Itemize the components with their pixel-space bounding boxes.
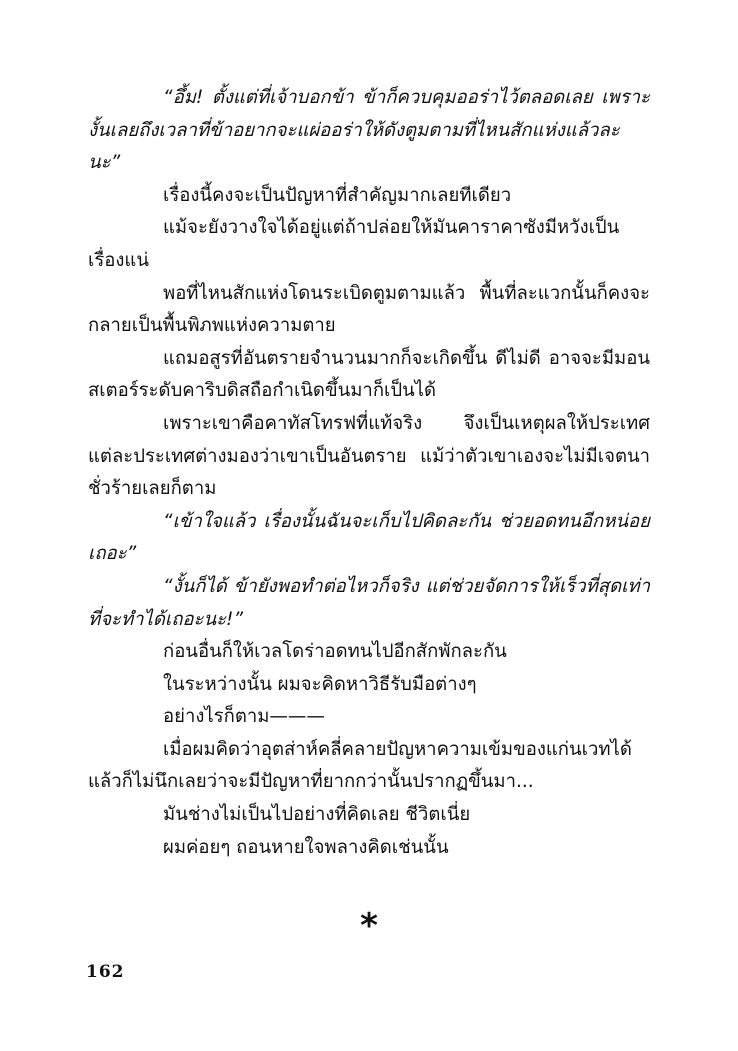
narration-paragraph: มันช่างไม่เป็นไปอย่างที่คิดเลย ชีวิตเนี่ย	[163, 804, 471, 826]
narration-paragraph: ก่อนอื่นก็ให้เวลโดร่าอดทนไปอีกสักพักละกัน	[163, 641, 507, 663]
page-number: 162	[86, 962, 125, 982]
body-text	[88, 82, 650, 864]
section-separator: *	[360, 906, 378, 946]
narration-paragraph: เมื่อผมคิดว่าอุตส่าห์คลี่คลายปัญหาความเข้มของแก่นเวทได้แล้วก็ไม่นึกเลยว่าจะมีปัญหาที่ยากกว่านั้นปรากฏขึ้นมา...	[88, 738, 632, 793]
narration-paragraph: แถมอสูรที่อันตรายจำนวนมากก็จะเกิดขึ้น ดีไม่ดี อาจจะมีมอนสเตอร์ระดับคาริบดิสถือกำเนิดขึ้นมาก็เป็นได้	[88, 347, 650, 402]
narration-paragraph: เพราะเขาคือคาทัสโทรฟที่แท้จริง จึงเป็นเหตุผลให้ประเทศแต่ละประเทศต่างมองว่าเขาเป็นอันตราย แม้ว่าตัวเขาเองจะไม่มีเจตนาชั่วร้ายเลยก็ตาม	[88, 412, 650, 500]
narration-paragraph: แม้จะยังวางใจได้อยู่แต่ถ้าปล่อยให้มันคาราคาซังมีหวังเป็นเรื่องแน่	[88, 217, 620, 271]
narration-paragraph: ในระหว่างนั้น ผมจะคิดหาวิธีรับมือต่างๆ	[163, 673, 477, 695]
dialogue-paragraph: “เข้าใจแล้ว เรื่องนั้นฉันจะเก็บไปคิดละกัน ช่วยอดทนอีกหน่อยเถอะ”	[88, 510, 650, 565]
narration-paragraph: อย่างไรก็ตาม———	[163, 706, 325, 728]
narration-paragraph: พอที่ไหนสักแห่งโดนระเบิดตูมตามแล้ว พื้นที่ละแวกนั้นก็คงจะกลายเป็นพื้นพิภพแห่งความตาย	[88, 282, 650, 337]
narration-paragraph: ผมค่อยๆ ถอนหายใจพลางคิดเช่นนั้น	[163, 836, 449, 858]
narration-paragraph: เรื่องนี้คงจะเป็นปัญหาที่สำคัญมากเลยทีเดียว	[163, 184, 512, 206]
dialogue-paragraph: “งั้นก็ได้ ข้ายังพอทำต่อไหวก็จริง แต่ช่วยจัดการให้เร็วที่สุดเท่าที่จะทำได้เถอะนะ!”	[88, 575, 650, 630]
dialogue-paragraph: “อึ้ม! ตั้งแต่ที่เจ้าบอกข้า ข้าก็ควบคุมออร่าไว้ตลอดเลย เพราะงั้นเลยถึงเวลาที่ข้าอยากจะแผ่ออร่าให้ดังตูมตามที่ไหนสักแห่งแล้วละนะ”	[88, 87, 650, 174]
